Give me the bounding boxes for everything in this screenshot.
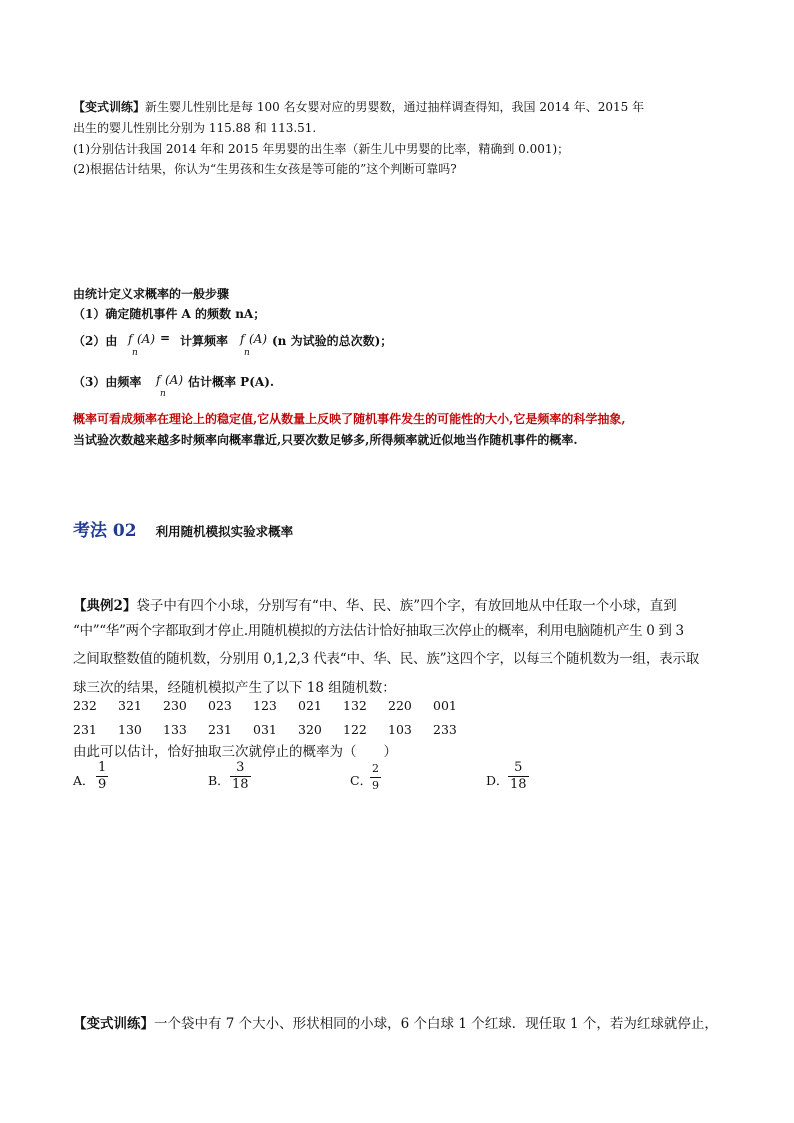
option-b[interactable] bbox=[208, 771, 230, 789]
random-number: 230 bbox=[163, 698, 187, 713]
numerator: 3 bbox=[236, 760, 245, 775]
frequency-arg: (A) bbox=[249, 332, 268, 346]
numerator: 5 bbox=[514, 760, 523, 775]
random-number: 130 bbox=[118, 722, 142, 737]
example-question: 由此可以估计，恰好抽取三次就停止的概率为（ ） bbox=[73, 744, 397, 760]
example-text: 袋子中有四个小球，分别写有“中、华、民、族”四个字，有放回地从中任取一个小球，直到 bbox=[136, 598, 677, 614]
random-number: 122 bbox=[343, 722, 367, 737]
option-a[interactable] bbox=[73, 771, 95, 789]
step-3-suffix: 估计概率 P(A). bbox=[188, 375, 275, 389]
question-2: (2)根据估计结果，你认为“生男孩和生女孩是等可能的”这个判断可靠吗? bbox=[73, 162, 457, 176]
numerator: 2 bbox=[372, 762, 379, 775]
random-number: 320 bbox=[298, 722, 322, 737]
random-number: 232 bbox=[73, 698, 97, 713]
example-line: 之间取整数值的随机数，分别用 0,1,2,3 代表“中、华、民、族”这四个字，以每三个随机数为一组，表示取 bbox=[73, 651, 700, 667]
step-2-prefix: （2）由 bbox=[73, 334, 118, 348]
option-c[interactable] bbox=[350, 771, 372, 789]
subscript-n: n bbox=[132, 348, 138, 358]
step-3-prefix: （3）由频率 bbox=[73, 375, 142, 389]
frequency-arg: (A) bbox=[165, 373, 184, 387]
problem-line: 一个袋中有 7 个大小、形状相同的小球，6 个白球 1 个红球．现任取 1 个，若为红球就停止， bbox=[154, 1016, 718, 1032]
variant-training-2 bbox=[73, 1012, 718, 1032]
random-number: 231 bbox=[208, 722, 232, 737]
steps-title: 由统计定义求概率的一般步骤 bbox=[73, 287, 230, 301]
step-1: （1）确定随机事件 A 的频数 nA； bbox=[73, 307, 266, 321]
probability-note: 概率可看成频率在理论上的稳定值,它从数量上反映了随机事件发生的可能性的大小,它是频率的科学抽象, bbox=[73, 412, 626, 426]
equals-sign: = bbox=[160, 331, 171, 345]
variant-training-1 bbox=[73, 98, 644, 115]
option-letter: D． bbox=[486, 773, 509, 788]
option-c-fraction bbox=[370, 761, 381, 794]
random-numbers-row-2 bbox=[73, 722, 478, 737]
subscript-n: n bbox=[244, 348, 250, 358]
random-number: 220 bbox=[388, 698, 412, 713]
method-title: 利用随机模拟实验求概率 bbox=[155, 524, 294, 539]
random-number: 123 bbox=[253, 698, 277, 713]
frequency-symbol: f bbox=[240, 332, 245, 346]
frequency-symbol: f bbox=[128, 332, 133, 346]
denominator: 18 bbox=[232, 777, 249, 792]
option-d-fraction bbox=[508, 760, 529, 793]
random-number: 133 bbox=[163, 722, 187, 737]
random-number: 231 bbox=[73, 722, 97, 737]
random-number: 132 bbox=[343, 698, 367, 713]
probability-note-cont: 当试验次数越来越多时频率向概率靠近,只要次数足够多,所得频率就近似地当作随机事件的概率. bbox=[73, 433, 578, 447]
step-2-mid: 计算频率 bbox=[180, 334, 229, 348]
problem-line: 新生婴儿性别比是每 100 名女婴对应的男婴数，通过抽样调查得知，我国 2014 年、2015 年 bbox=[145, 100, 645, 114]
denominator: 9 bbox=[98, 777, 107, 792]
random-number: 233 bbox=[433, 722, 457, 737]
random-number: 031 bbox=[253, 722, 277, 737]
variant-tag: 【变式训练】 bbox=[73, 100, 146, 114]
option-d[interactable] bbox=[486, 771, 509, 789]
problem-line: 出生的婴儿性别比分别为 115.88 和 113.51. bbox=[73, 121, 317, 135]
option-b-fraction bbox=[230, 760, 251, 793]
denominator: 18 bbox=[510, 777, 527, 792]
question-1: (1)分别估计我国 2014 年和 2015 年男婴的出生率（新生儿中男婴的比率，精确到 0.001)； bbox=[73, 142, 570, 156]
frequency-symbol: f bbox=[156, 373, 161, 387]
step-2-suffix: (n 为试验的总次数)； bbox=[272, 334, 393, 348]
option-a-fraction bbox=[96, 760, 108, 793]
step-2 bbox=[73, 332, 117, 349]
random-number: 021 bbox=[298, 698, 322, 713]
numerator: 1 bbox=[98, 760, 107, 775]
subscript-n: n bbox=[160, 389, 166, 399]
random-number: 001 bbox=[433, 698, 457, 713]
denominator: 9 bbox=[372, 779, 379, 792]
frequency-arg: (A) bbox=[137, 332, 156, 346]
example-tag: 【典例2】 bbox=[73, 598, 137, 614]
random-number: 321 bbox=[118, 698, 142, 713]
random-number: 103 bbox=[388, 722, 412, 737]
method-label: 考法 02 bbox=[73, 521, 137, 541]
method-heading bbox=[73, 516, 293, 541]
variant-tag: 【变式训练】 bbox=[73, 1016, 154, 1032]
random-number: 023 bbox=[208, 698, 232, 713]
option-letter: A． bbox=[73, 773, 95, 788]
example-line: “中”“华”两个字都取到才停止.用随机模拟的方法估计恰好抽取三次停止的概率，利用电脑随机产生 0 到 3 bbox=[73, 623, 684, 639]
option-letter: C． bbox=[350, 773, 373, 788]
example-line: 球三次的结果，经随机模拟产生了以下 18 组随机数： bbox=[73, 680, 396, 696]
random-numbers-row-1 bbox=[73, 698, 478, 713]
option-letter: B． bbox=[208, 773, 230, 788]
example-line bbox=[73, 594, 677, 614]
